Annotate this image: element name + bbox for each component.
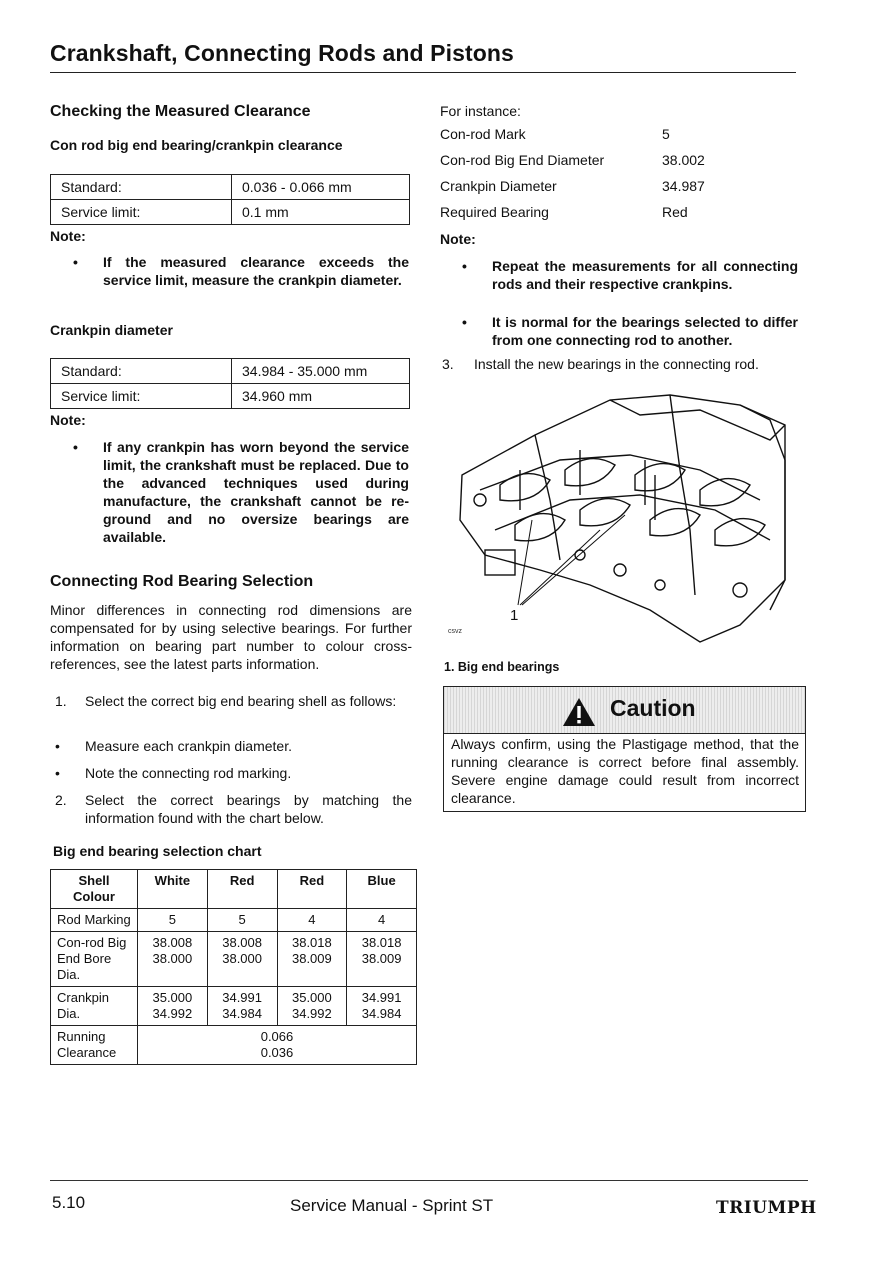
title-divider <box>50 72 796 73</box>
note-text: If any crankpin has worn beyond the service limit, the crankshaft must be replaced. Due to the advanced techniques used during manufacture, the crankshaft cannot be re-ground and no oversize bearings are available. <box>103 439 409 545</box>
example-label: Crankpin Diameter <box>440 178 557 194</box>
table-row <box>51 870 417 909</box>
cell <box>347 932 417 987</box>
spec-label: Standard: <box>51 359 232 384</box>
cell-bottom: 38.009 <box>361 951 402 966</box>
table-row <box>51 909 417 932</box>
note-crankpin-worn <box>73 438 409 546</box>
row-label: Crankpin Dia. <box>51 987 138 1026</box>
crankcase-illustration <box>440 380 800 650</box>
cell <box>138 987 208 1026</box>
crankcase-outline <box>460 395 785 642</box>
cell <box>207 987 277 1026</box>
intro-paragraph: Minor differences in connecting rod dimensions are compensated for by using selective bearings. For further information on bearing part number to colour cross-references, see the latest parts information. <box>50 602 412 672</box>
step-text: Select the correct bearings by matching the information found with the chart below. <box>85 792 412 826</box>
example-row <box>440 178 705 194</box>
cell: 5 <box>138 909 208 932</box>
table-row <box>51 200 410 225</box>
clearance-spec-table <box>50 174 410 225</box>
step-1 <box>50 692 412 710</box>
leader-line <box>518 520 532 605</box>
rib <box>480 455 760 500</box>
header-cell: Blue <box>347 870 417 909</box>
crankpin-spec-table <box>50 358 410 409</box>
cell: 4 <box>347 909 417 932</box>
caution-header <box>444 687 805 734</box>
cell-top: 38.018 <box>361 935 402 950</box>
cell-bottom: 34.992 <box>152 1006 193 1021</box>
bearing-saddle <box>565 459 615 486</box>
note-text: If the measured clearance exceeds the service limit, measure the crankpin diameter. <box>103 254 409 288</box>
row-label: Running Clearance <box>51 1026 138 1065</box>
bearing-saddle <box>580 499 630 526</box>
bearing-saddle <box>500 474 550 501</box>
note-label: Note: <box>50 412 86 428</box>
note-text: It is normal for the bearings selected to differ from one connecting rod to another. <box>492 314 798 348</box>
bearing-saddle <box>715 519 765 546</box>
bullet: • <box>462 258 467 274</box>
footer-divider <box>50 1180 808 1181</box>
step-text: Install the new bearings in the connecting rod. <box>474 356 759 372</box>
page-number: 5.10 <box>52 1193 86 1212</box>
step-marker: 3. <box>442 356 454 372</box>
rear-wall <box>610 400 785 440</box>
note-label: Note: <box>440 231 476 247</box>
step-marker: 2. <box>55 792 67 808</box>
caution-box <box>443 686 806 812</box>
note-label: Note: <box>50 228 86 244</box>
cell <box>207 932 277 987</box>
row-label: Rod Marking <box>51 909 138 932</box>
bolt-hole <box>474 494 486 506</box>
table-row <box>51 1026 417 1065</box>
step-text: Note the connecting rod marking. <box>85 765 292 781</box>
subheading-con-rod-clearance: Con rod big end bearing/crankpin clearance <box>50 137 343 153</box>
step-marker: • <box>55 765 60 781</box>
subheading-crankpin-diameter: Crankpin diameter <box>50 322 173 338</box>
step-marker: • <box>55 738 60 754</box>
example-values <box>440 126 800 226</box>
bolt-hole <box>655 580 665 590</box>
table-row <box>51 359 410 384</box>
spec-value: 34.960 mm <box>232 384 410 409</box>
note-repeat-measurements <box>462 257 798 293</box>
note-bearings-differ <box>462 313 798 349</box>
chart-heading: Big end bearing selection chart <box>53 843 262 859</box>
spec-value: 0.036 - 0.066 mm <box>232 175 410 200</box>
cell <box>277 987 347 1026</box>
cell-top: 38.008 <box>222 935 262 950</box>
table-row <box>51 932 417 987</box>
cell <box>138 1026 417 1065</box>
table-row <box>51 987 417 1026</box>
leader-line <box>522 515 625 605</box>
cell: 4 <box>277 909 347 932</box>
cell-bottom: 0.036 <box>260 1045 294 1060</box>
table-row <box>51 384 410 409</box>
figure-callout: 1 <box>510 607 519 624</box>
example-label: Con-rod Mark <box>440 126 526 142</box>
cell-bottom: 34.984 <box>222 1006 262 1021</box>
bearing-saddle <box>650 509 700 536</box>
caution-title: Caution <box>610 695 696 721</box>
header-cell: White <box>138 870 208 909</box>
cell-top: 35.000 <box>291 990 332 1005</box>
example-row <box>440 126 670 142</box>
bullet: • <box>462 314 467 330</box>
cell <box>138 932 208 987</box>
note-text: Repeat the measurements for all connecting rods and their respective crankpins. <box>492 258 798 292</box>
example-value: Red <box>662 204 688 220</box>
bolt-hole <box>733 583 747 597</box>
example-value: 5 <box>662 126 670 142</box>
cover-flange <box>740 405 785 610</box>
step-2 <box>50 791 412 827</box>
example-row <box>440 204 688 220</box>
step-text: Select the correct big end bearing shell as follows: <box>85 693 397 709</box>
warning-icon <box>562 697 596 727</box>
cell: 5 <box>207 909 277 932</box>
rib <box>535 435 560 560</box>
cell <box>347 987 417 1026</box>
table-row <box>51 175 410 200</box>
rib <box>495 495 770 540</box>
example-row <box>440 152 705 168</box>
header-cell: Red <box>207 870 277 909</box>
header-cell: Shell Colour <box>51 870 138 909</box>
bearing-selection-chart <box>50 869 417 1065</box>
cell-bottom: 34.992 <box>291 1006 332 1021</box>
page-title: Crankshaft, Connecting Rods and Pistons <box>50 40 514 66</box>
cell-bottom: 38.000 <box>222 951 262 966</box>
example-label: Required Bearing <box>440 204 549 220</box>
spec-label: Service limit: <box>51 384 232 409</box>
cell-bottom: 38.009 <box>291 951 332 966</box>
cell-bottom: 34.984 <box>361 1006 402 1021</box>
cell-bottom: 38.000 <box>152 951 193 966</box>
figure-code: csvz <box>448 628 462 635</box>
example-value: 34.987 <box>662 178 705 194</box>
figure-caption: 1. Big end bearings <box>444 660 560 674</box>
step-text: Measure each crankpin diameter. <box>85 738 292 754</box>
bullet: • <box>73 254 78 270</box>
section-heading-bearing-selection: Connecting Rod Bearing Selection <box>50 573 314 590</box>
bearing-saddle <box>635 464 685 491</box>
cell <box>277 932 347 987</box>
row-label: Con-rod Big End Bore Dia. <box>51 932 138 987</box>
cell-top: 0.066 <box>260 1029 294 1044</box>
spec-label: Standard: <box>51 175 232 200</box>
header-cell: Red <box>277 870 347 909</box>
section-heading-measured-clearance: Checking the Measured Clearance <box>50 103 311 120</box>
step-3 <box>440 355 800 373</box>
bullet: • <box>73 439 78 455</box>
cell-top: 38.008 <box>152 935 193 950</box>
note-crankpin-measure <box>73 253 409 289</box>
spec-label: Service limit: <box>51 200 232 225</box>
step-bullet <box>50 764 412 782</box>
cell-top: 35.000 <box>152 990 193 1005</box>
cell-top: 34.991 <box>361 990 402 1005</box>
cell-top: 38.018 <box>291 935 332 950</box>
example-value: 38.002 <box>662 152 705 168</box>
manual-title: Service Manual - Sprint ST <box>290 1196 494 1215</box>
example-label: Con-rod Big End Diameter <box>440 152 605 168</box>
rib <box>670 395 695 595</box>
bearing-saddle <box>515 514 565 541</box>
step-marker: 1. <box>55 693 67 709</box>
bolt-hole <box>614 564 626 576</box>
step-bullet <box>50 737 412 755</box>
cell-top: 34.991 <box>222 990 262 1005</box>
brand-logo: TRIUMPH <box>716 1198 817 1218</box>
spec-value: 34.984 - 35.000 mm <box>232 359 410 384</box>
for-instance-label: For instance: <box>440 103 521 119</box>
spec-value: 0.1 mm <box>232 200 410 225</box>
caution-text: Always confirm, using the Plastigage method, that the running clearance is correct before final assembly. Severe engine damage could result from incorrect clearance. <box>451 736 799 806</box>
